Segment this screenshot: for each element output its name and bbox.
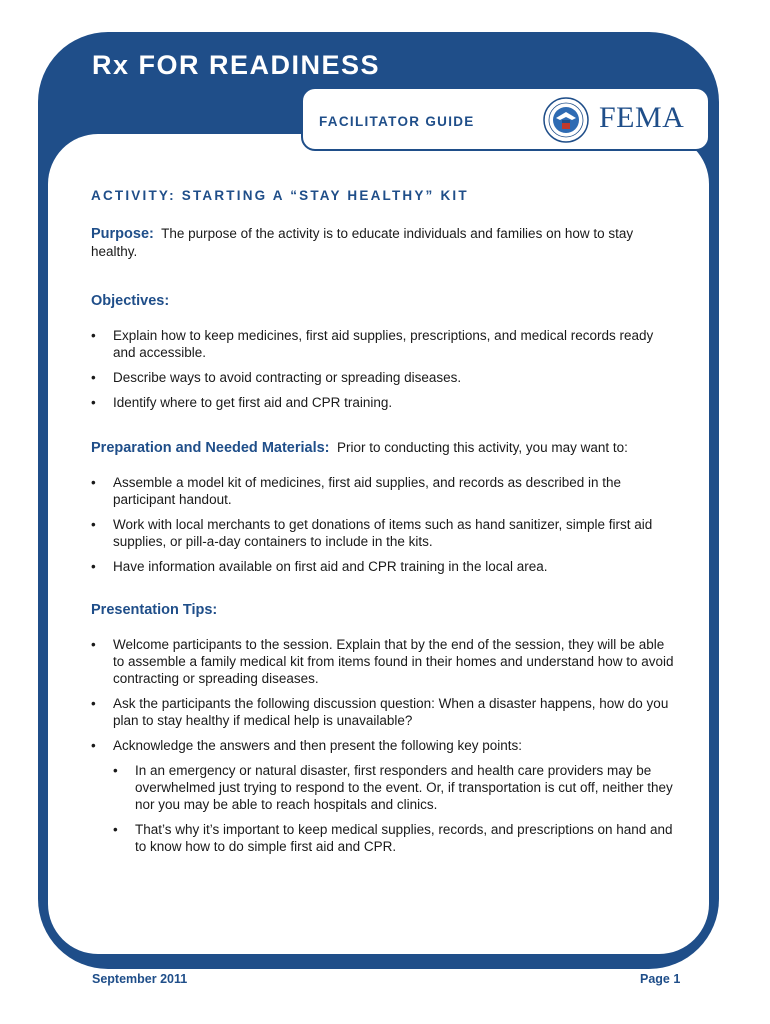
footer-page-number: Page 1 [640, 972, 681, 986]
fema-logo: FEMA [599, 101, 685, 134]
tips-list [91, 636, 676, 855]
list-item: • Acknowledge the answers and then present the following key points: • In an emergency or natural disaster, first responders and health care providers may be overwhelmed just trying to respond to the event. Or, if transportation is cut off, neither they nor you may be able to reach hospitals and clinics. • That’s why it’s important to keep medical supplies, records, and prescriptions on hand and to know how to do simple first aid and CPR. [91, 737, 676, 855]
list-item: • In an emergency or natural disaster, first responders and health care providers may be overwhelmed just trying to respond to the event. Or, if transportation is cut off, neither they nor you may be able to reach hospitals and clinics. [113, 762, 676, 813]
list-item: • Have information available on first aid and CPR training in the local area. [91, 558, 676, 575]
footer-date: September 2011 [92, 972, 188, 986]
preparation-list [91, 474, 676, 575]
preparation-intro: Prior to conducting this activity, you may want to: [337, 440, 628, 455]
objectives-list [91, 327, 676, 411]
preparation-heading: Preparation and Needed Materials: Prior to conducting this activity, you may want to: [91, 440, 628, 456]
purpose-label: Purpose: [91, 226, 154, 242]
page-title: Rx FOR READINESS [92, 50, 381, 80]
list-item: • Describe ways to avoid contracting or spreading diseases. [91, 369, 676, 386]
purpose-paragraph [91, 225, 676, 260]
tips-heading: Presentation Tips: [91, 602, 218, 618]
list-item: • Assemble a model kit of medicines, first aid supplies, and records as described in the participant handout. [91, 474, 676, 508]
facilitator-guide-tab [301, 87, 710, 151]
purpose-text: The purpose of the activity is to educate individuals and families on how to stay healthy. [91, 226, 634, 259]
list-item: • Welcome participants to the session. Explain that by the end of the session, they will be able to assemble a family medical kit from items found in their homes and understand how to avoid contracting or spreading diseases. [91, 636, 676, 687]
objectives-heading: Objectives: [91, 293, 170, 309]
list-item: • That’s why it’s important to keep medical supplies, records, and prescriptions on hand and to know how to do simple first aid and CPR. [113, 821, 676, 855]
dhs-seal-icon [543, 97, 589, 143]
guide-label: FACILITATOR GUIDE [319, 114, 475, 129]
list-item: • Ask the participants the following discussion question: When a disaster happens, how do you plan to stay healthy if medical help is unavailable? [91, 695, 676, 729]
key-points-list [113, 762, 676, 855]
document-body [91, 188, 676, 863]
activity-title: ACTIVITY: STARTING A “STAY HEALTHY” KIT [91, 188, 469, 203]
list-item: • Explain how to keep medicines, first aid supplies, prescriptions, and medical records ready and accessible. [91, 327, 676, 361]
list-item: • Identify where to get first aid and CPR training. [91, 394, 676, 411]
list-item: • Work with local merchants to get donations of items such as hand sanitizer, simple first aid supplies, or pill-a-day containers to include in the kits. [91, 516, 676, 550]
